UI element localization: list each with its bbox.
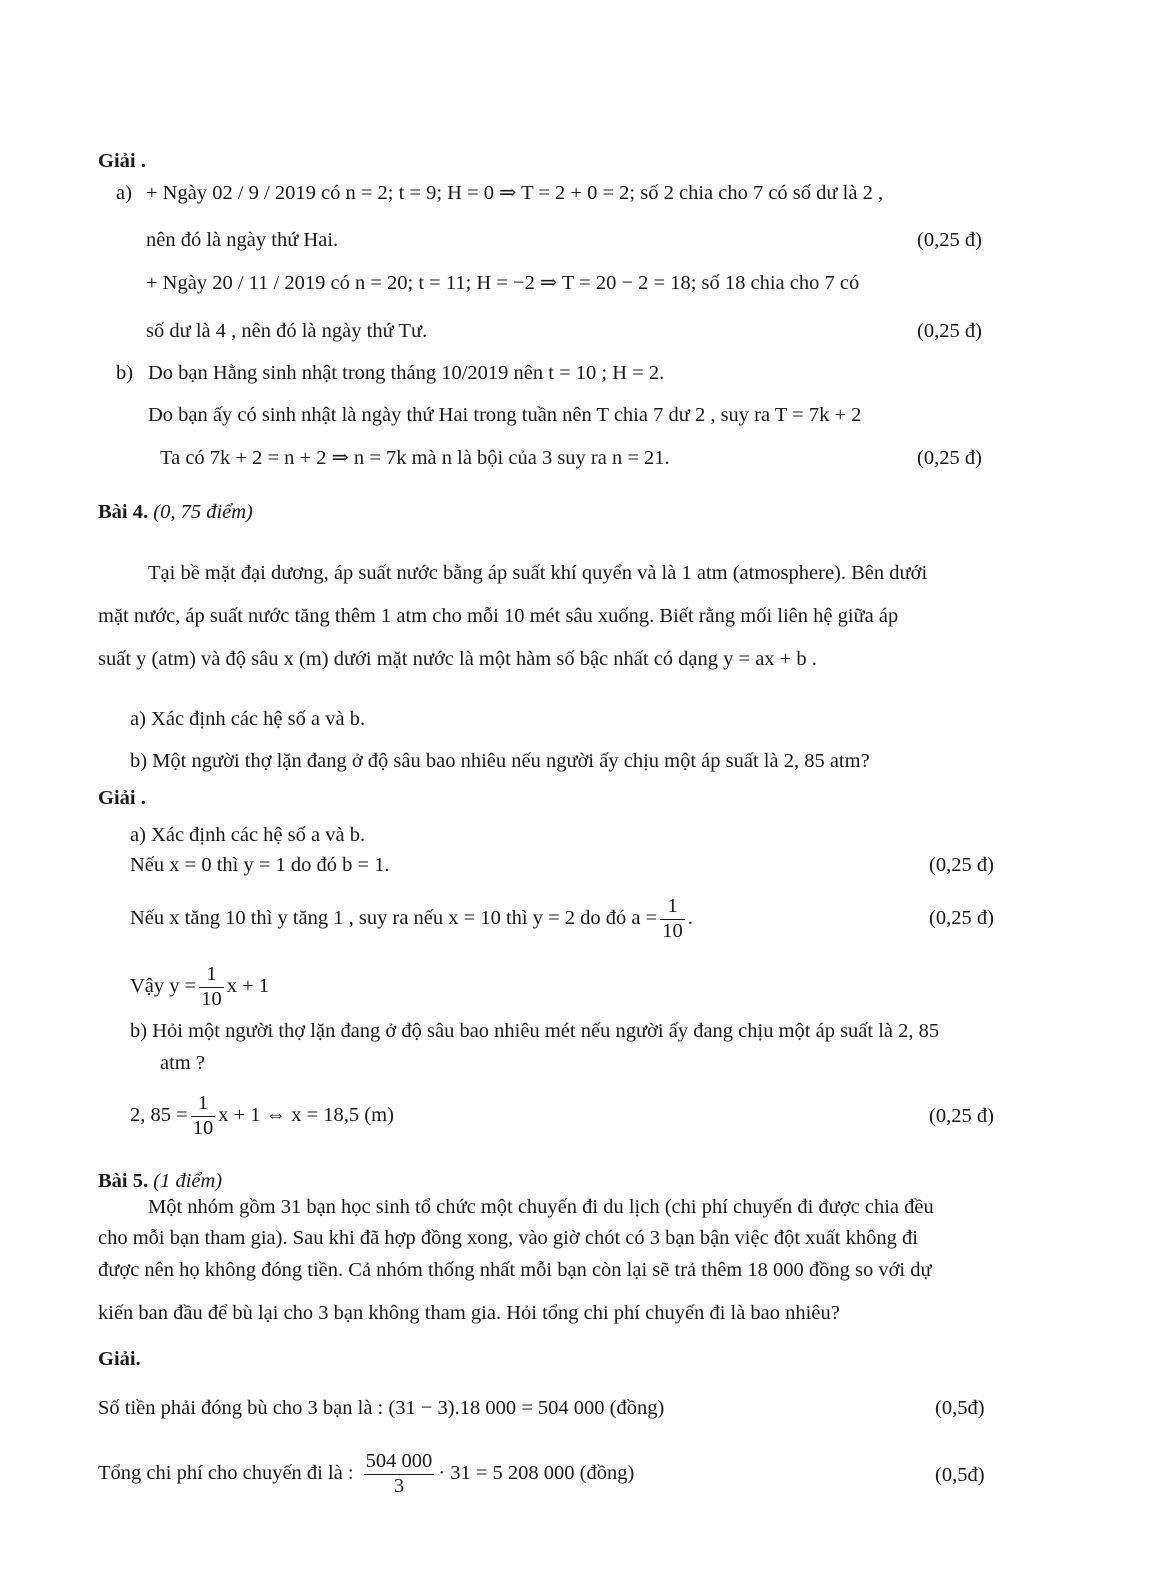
- problem-5-text-3: được nên họ không đóng tiền. Cả nhóm thống nhất mỗi bạn còn lại sẽ trả thêm 18 000 đồng so với dự: [98, 1259, 932, 1281]
- problem-5-number: Bài 5.: [98, 1170, 149, 1192]
- solution-heading: Giải .: [98, 150, 146, 172]
- score-note: (0,25 đ): [917, 320, 982, 342]
- fraction: [364, 1450, 435, 1498]
- problem-4-text-1: Tại bề mặt đại dương, áp suất nước bằng áp suất khí quyển và là 1 atm (atmosphere). Bên dưới: [148, 562, 928, 584]
- part-a-label: a): [116, 182, 132, 204]
- solution-heading: Giải.: [98, 1348, 141, 1370]
- total-cost-result: · 31 = 5 208 000 (đồng): [438, 1462, 635, 1484]
- fraction-numerator: 1: [660, 895, 685, 920]
- equation-prefix: 2, 85 =: [130, 1104, 188, 1126]
- part-a-line-4: số dư là 4 , nên đó là ngày thứ Tư.: [146, 320, 428, 342]
- equation-suffix: x + 1 ⇔ x = 18,5 (m): [218, 1104, 394, 1126]
- solution-4a-heading: a) Xác định các hệ số a và b.: [130, 824, 366, 846]
- score-note: (0,25 đ): [917, 229, 982, 251]
- score-note: (0,5đ): [935, 1464, 985, 1486]
- fraction: [660, 895, 685, 943]
- fraction-denominator: 10: [192, 1116, 214, 1139]
- score-note: (0,5đ): [935, 1397, 985, 1419]
- fraction-numerator: 1: [191, 1092, 216, 1117]
- part-b-line-2: Do bạn ấy có sinh nhật là ngày thứ Hai trong tuần nên T chia 7 dư 2 , suy ra T = 7k + 2: [148, 404, 862, 426]
- solution-4a-line-1: Nếu x = 0 thì y = 1 do đó b = 1.: [130, 854, 390, 876]
- problem-4-text-3: suất y (atm) và độ sâu x (m) dưới mặt nước là một hàm số bậc nhất có dạng y = ax + b .: [98, 648, 817, 670]
- score-note: (0,25 đ): [929, 1105, 994, 1127]
- fraction-denominator: 10: [201, 987, 222, 1010]
- fraction: [199, 963, 224, 1011]
- problem-4-question-a: a) Xác định các hệ số a và b.: [130, 708, 366, 730]
- solution-4a-line-2: [130, 888, 693, 948]
- fraction-denominator: 3: [393, 1474, 405, 1497]
- solution-4b-line-1: b) Hỏi một người thợ lặn đang ở độ sâu bao nhiêu mét nếu người ấy đang chịu một áp suất là 2, 85: [130, 1020, 940, 1042]
- total-cost-label: Tổng chi phí cho chuyến đi là :: [98, 1462, 354, 1484]
- solution-4a-conclusion: [130, 956, 269, 1016]
- part-b-label: b): [116, 362, 134, 384]
- part-a-line-2: nên đó là ngày thứ Hai.: [146, 229, 339, 251]
- part-a-line-3: + Ngày 20 / 11 / 2019 có n = 20; t = 11; H = −2 ⇒ T = 20 − 2 = 18; số 18 chia cho 7 có: [146, 272, 860, 294]
- problem-5-score: (1 điểm): [153, 1170, 223, 1192]
- solution-5-line-2: [98, 1440, 634, 1506]
- problem-4-score: (0, 75 điểm): [153, 501, 253, 523]
- problem-5-title: [98, 1168, 222, 1194]
- solution-heading: Giải .: [98, 787, 146, 809]
- part-b-line-1: Do bạn Hằng sinh nhật trong tháng 10/2019 nên t = 10 ; H = 2.: [148, 362, 665, 384]
- problem-5-text-2: cho mỗi bạn tham gia). Sau khi đã hợp đồng xong, vào giờ chót có 3 bạn bận việc đột xuất không đi: [98, 1227, 918, 1249]
- problem-4-number: Bài 4.: [98, 501, 149, 523]
- conclusion-prefix: Vậy y =: [130, 975, 197, 997]
- solution-4a-line-2-tail: .: [687, 907, 693, 929]
- fraction-numerator: 1: [199, 963, 224, 988]
- score-note: (0,25 đ): [929, 854, 994, 876]
- part-b-line-3: Ta có 7k + 2 = n + 2 ⇒ n = 7k mà n là bội của 3 suy ra n = 21.: [160, 447, 670, 469]
- problem-5-text-4: kiến ban đầu để bù lại cho 3 bạn không tham gia. Hỏi tổng chi phí chuyến đi là bao nhiêu?: [98, 1302, 840, 1324]
- conclusion-suffix: x + 1: [226, 975, 270, 997]
- score-note: (0,25 đ): [917, 447, 982, 469]
- part-a-line-1: + Ngày 02 / 9 / 2019 có n = 2; t = 9; H = 0 ⇒ T = 2 + 0 = 2; số 2 chia cho 7 có số dư là 2 ,: [146, 182, 884, 204]
- problem-4-text-2: mặt nước, áp suất nước tăng thêm 1 atm cho mỗi 10 mét sâu xuống. Biết rằng mối liên hệ giữa áp: [98, 605, 899, 627]
- solution-4a-line-2-text: Nếu x tăng 10 thì y tăng 1 , suy ra nếu x = 10 thì y = 2 do đó a =: [130, 907, 658, 929]
- fraction: [191, 1092, 216, 1140]
- solution-4b-equation: [130, 1085, 394, 1145]
- score-note: (0,25 đ): [929, 907, 994, 929]
- solution-4b-line-2: atm ?: [160, 1052, 205, 1074]
- problem-4-question-b: b) Một người thợ lặn đang ở độ sâu bao nhiêu nếu người ấy chịu một áp suất là 2, 85 atm?: [130, 750, 870, 772]
- problem-5-text-1: Một nhóm gồm 31 bạn học sinh tổ chức một chuyến đi du lịch (chi phí chuyến đi được chia đều: [148, 1196, 934, 1218]
- fraction-numerator: 504 000: [364, 1450, 435, 1475]
- problem-4-title: [98, 499, 253, 525]
- solution-5-line-1: Số tiền phải đóng bù cho 3 bạn là : (31 − 3).18 000 = 504 000 (đồng): [98, 1397, 665, 1419]
- fraction-denominator: 10: [662, 919, 683, 942]
